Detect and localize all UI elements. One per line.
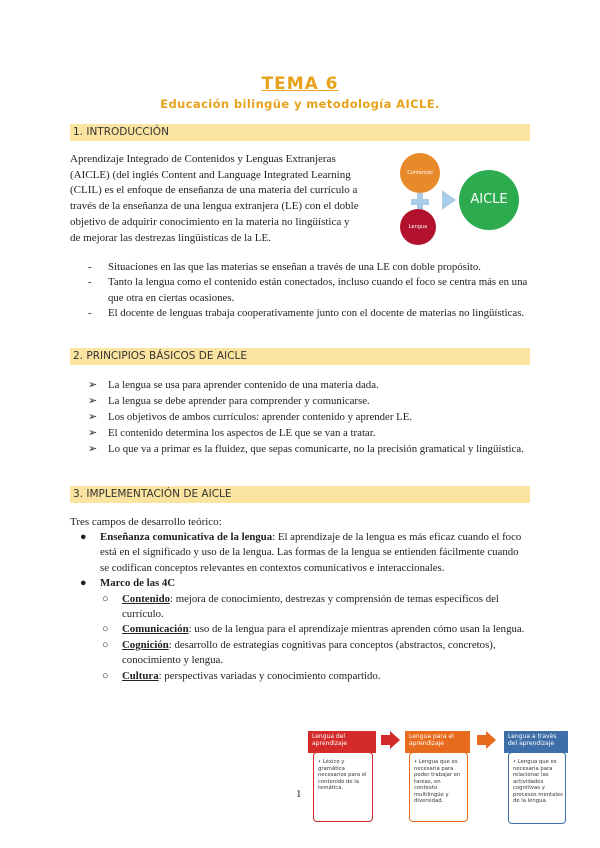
card-lengua-a-traves-del-aprendizaje — [508, 752, 566, 824]
arrow-right-icon — [442, 190, 456, 210]
content-circle: Contenido — [400, 153, 440, 193]
aicle-circle: AICLE — [459, 170, 519, 230]
intro-paragraph — [70, 152, 400, 246]
intro-line: (AICLE) (del inglés Content and Language Integrated Learning — [70, 168, 351, 181]
arrow-right-icon — [390, 731, 400, 749]
card-text: • Lengua que es necesaria para poder trabajar en tareas, en contexto multilingüe y diversidad. — [414, 759, 461, 804]
implementation-list — [80, 530, 528, 684]
list-item: ● Enseñanza comunicativa de la lengua: El aprendizaje de la lengua es más eficaz cuando el foco está en el significado y uso de la lengua. Las formas de la lengua se entienden fácilmente cuando se codifican conceptos relevantes en contextos comunicativos e interaccionales. — [80, 531, 522, 574]
card-lengua-para-el-aprendizaje — [409, 752, 468, 822]
list-item: ○ Comunicación: uso de la lengua para el aprendizaje mientras aprenden cómo usan la lengua. — [102, 623, 525, 636]
card-header-lengua-a-traves-del-aprendizaje: Lengua a través del aprendizaje — [504, 731, 568, 753]
page-subtitle: Educación bilingüe y metodología AICLE. — [160, 97, 440, 111]
list-item: ➢ Lo que va a primar es la fluidez, que sepas comunicarte, no la precisión gramatical y lingüística. — [88, 442, 524, 455]
intro-line: de mejorar las destrezas lingüísticas de la LE. — [70, 231, 271, 244]
card-lengua-del-aprendizaje — [313, 752, 373, 822]
page-number: 1 — [296, 788, 302, 800]
arrow-right-icon — [486, 731, 496, 749]
list-item: ○ Cognición: desarrollo de estrategias cognitivas para conceptos (abstractos, concretos), conocimiento y lengua. — [102, 638, 496, 667]
intro-line: través de la enseñanza de una lengua extranjera (LE) con el doble — [70, 200, 359, 213]
list-item: - Situaciones en las que las materias se enseñan a través de una LE con doble propósito. — [88, 261, 481, 273]
language-circle: Lengua — [400, 209, 436, 245]
list-item: ➢ La lengua se debe aprender para comprender y comunicarse. — [88, 394, 370, 407]
list-item: ➢ Los objetivos de ambos currículos: aprender contenido y aprender LE. — [88, 410, 413, 423]
list-item: ○ Contenido: mejora de conocimiento, destrezas y comprensión de temas específicos del currículo. — [102, 592, 499, 621]
card-text: • Lengua que es necesaria para relacionar las actividades cognitivas y procesos mentales de la lengua. — [513, 759, 563, 804]
card-text: • Léxico y gramática necesarios para el contenido de la temática. — [318, 759, 367, 791]
page-title: TEMA 6 — [261, 74, 339, 94]
section-heading-implementacion: 3. IMPLEMENTACIÓN DE AICLE — [70, 486, 530, 503]
section-heading-introduccion: 1. INTRODUCCIÓN — [70, 124, 530, 141]
list-item: - El docente de lenguas trabaja cooperativamente junto con el docente de materias no lingüísticas. — [88, 307, 525, 320]
list-item: - Tanto la lengua como el contenido están conectados, incluso cuando el foco se centra más en una que otra en ciertas ocasiones. — [88, 276, 528, 304]
intro-line: Aprendizaje Integrado de Contenidos y Lenguas Extranjeras — [70, 153, 336, 165]
card-header-lengua-para-el-aprendizaje: Lengua para el aprendizaje — [405, 731, 470, 753]
intro-bullet-list — [88, 260, 528, 322]
list-item: ➢ La lengua se usa para aprender contenido de una materia dada. — [88, 379, 379, 391]
list-item: ➢ El contenido determina los aspectos de LE que se van a tratar. — [88, 426, 376, 439]
card-header-lengua-del-aprendizaje: Lengua del aprendizaje — [308, 731, 376, 753]
section-heading-principios: 2. PRINCIPIOS BÁSICOS DE AICLE — [70, 348, 530, 365]
implementation-intro: Tres campos de desarrollo teórico: — [70, 516, 222, 528]
principles-list — [88, 378, 528, 458]
intro-line: (CLIL) es el enfoque de enseñanza de una materia del currículo a — [70, 184, 358, 197]
list-item: ○ Cultura: perspectivas variadas y conocimiento compartido. — [102, 669, 381, 682]
list-item: ● Marco de las 4C ○ Contenido: mejora de conocimiento, destrezas y comprensión de temas específicos del currículo. ○ Comunicación: uso de la lengua para el aprendizaje mientras aprenden cómo usan la lengua. ○ Cognición: desarrollo de estrategias cognitivas para conceptos (abstractos, concretos), conocimiento y lengua. ○ Cultura: perspectivas variadas y conocimiento compartido. — [80, 576, 528, 684]
intro-line: objetivo de adquirir conocimiento en la materia no lingüística y — [70, 215, 350, 228]
four-c-list — [102, 592, 528, 684]
